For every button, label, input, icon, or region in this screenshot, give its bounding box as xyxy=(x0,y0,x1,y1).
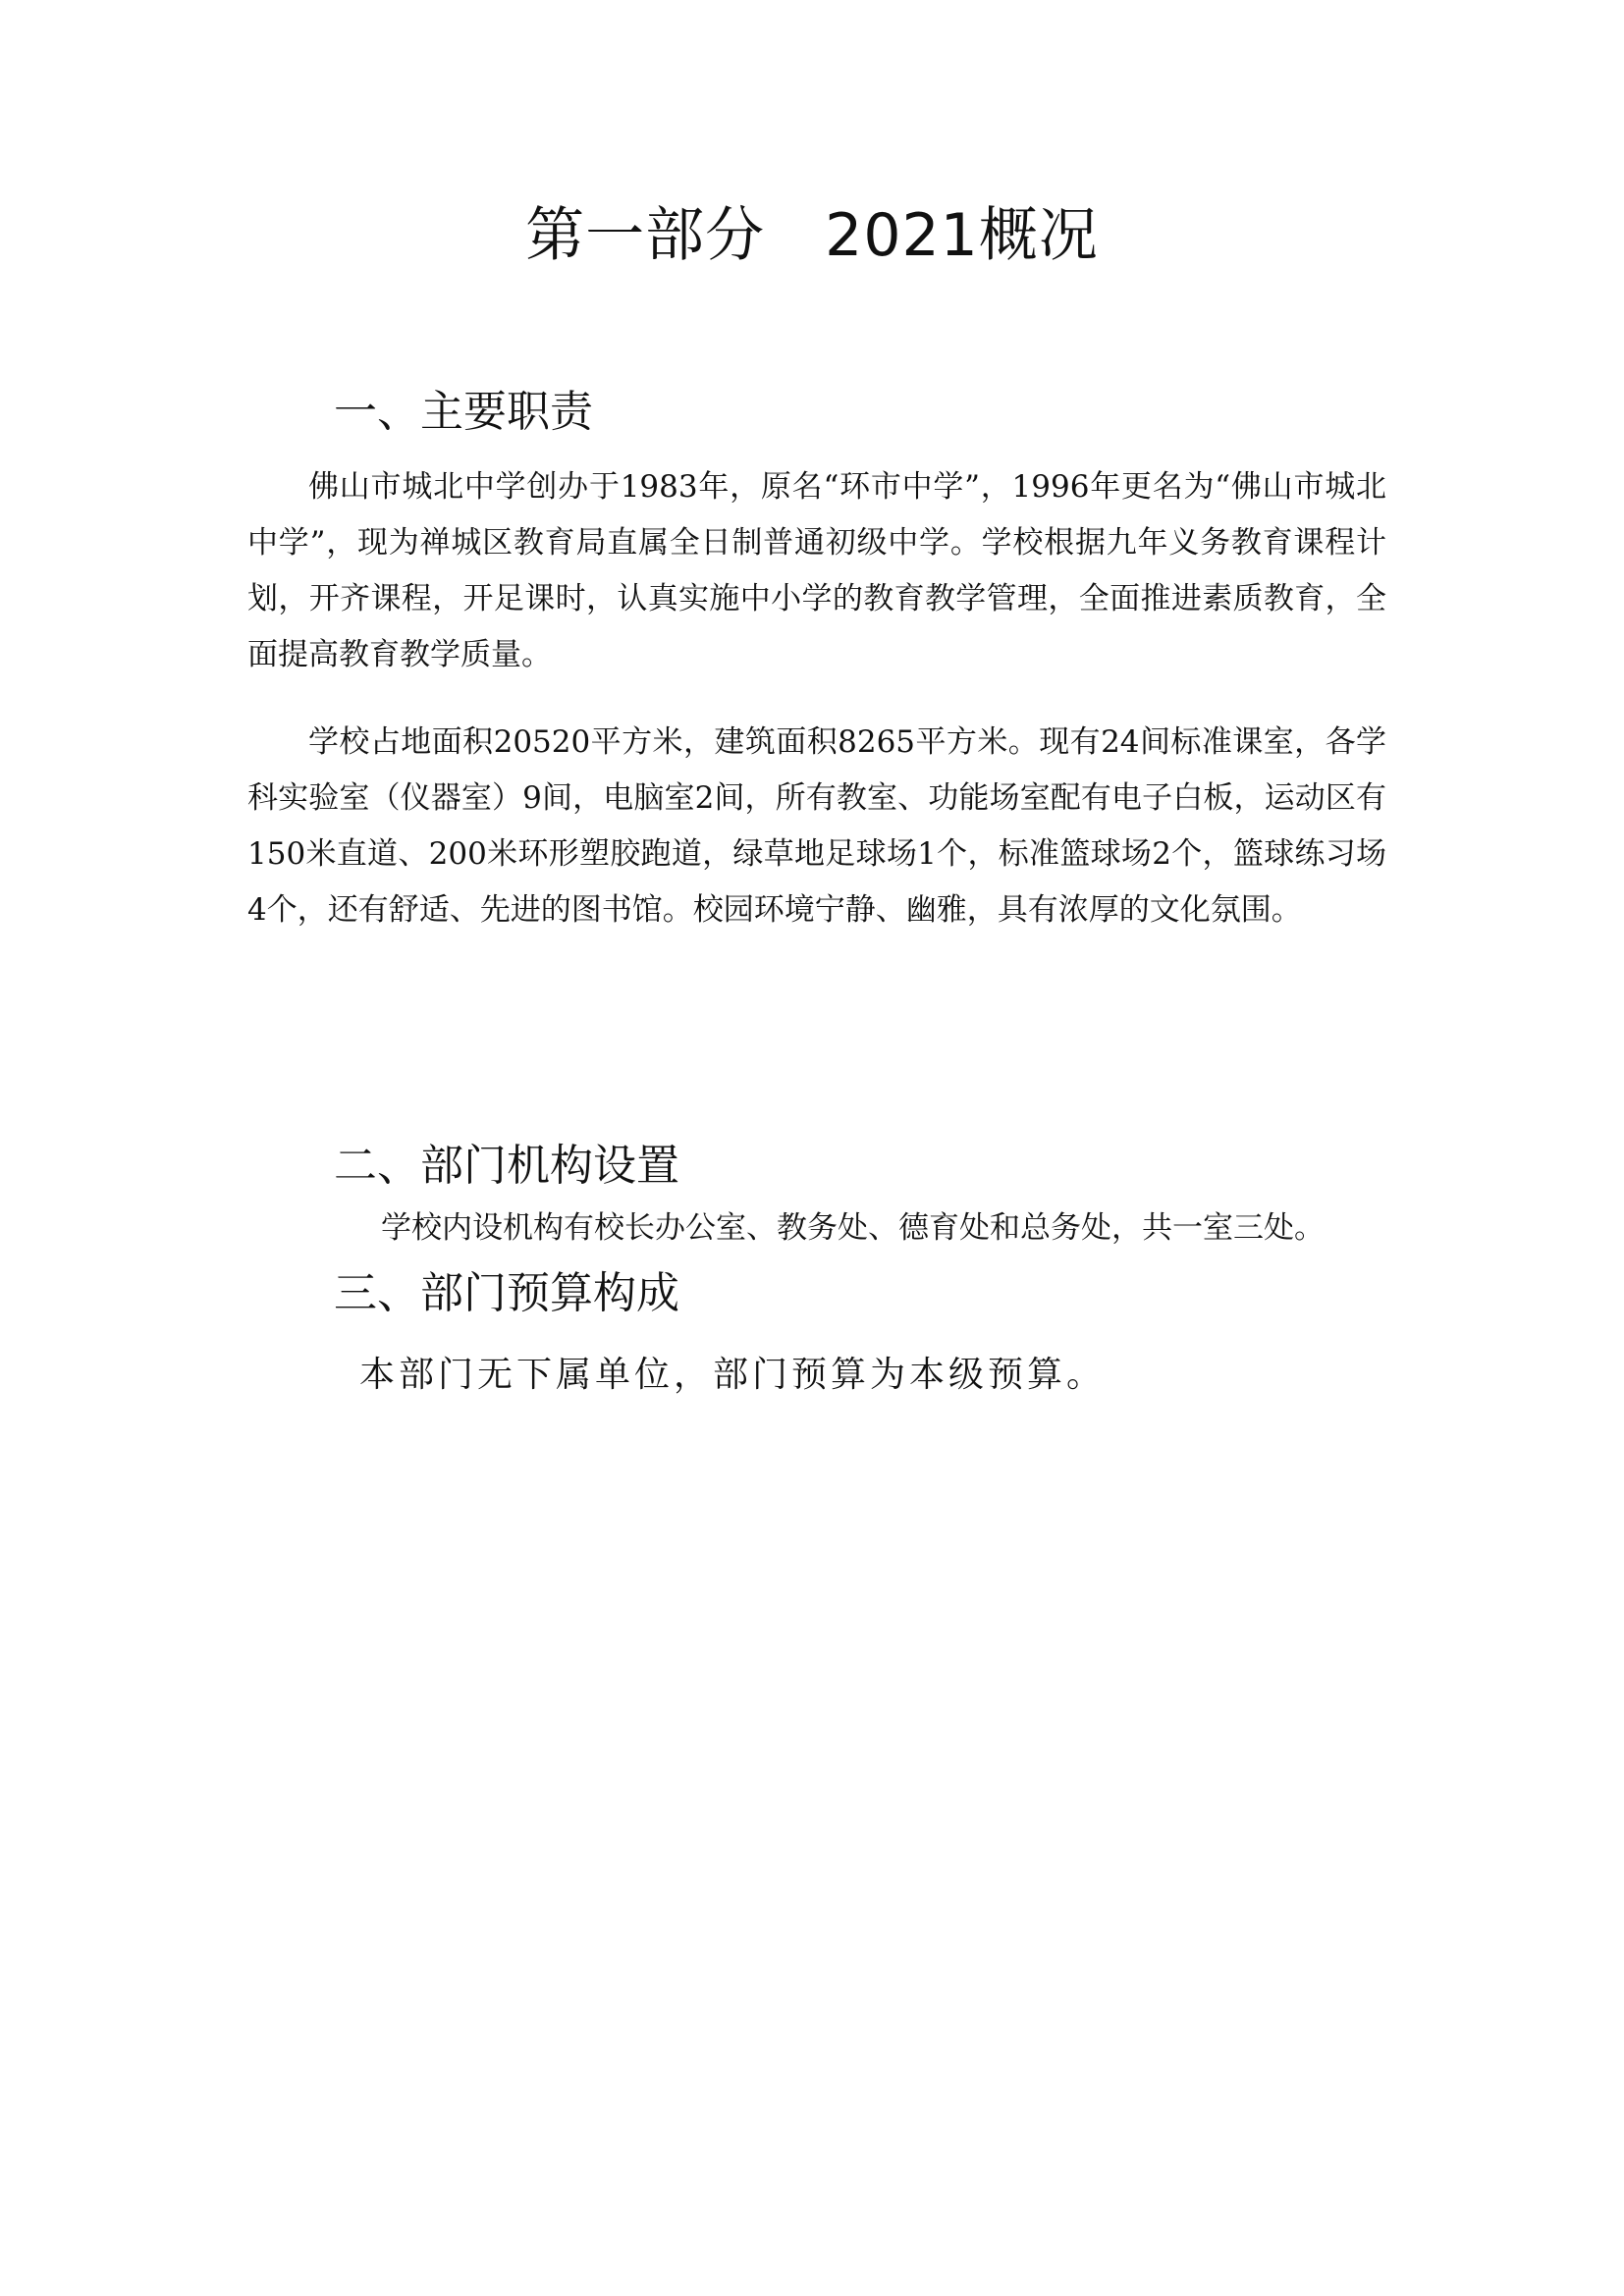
section-heading-department-structure: 二、部门机构设置 xyxy=(334,1141,679,1191)
section-heading-main-duties: 一、主要职责 xyxy=(334,387,593,437)
section-heading-budget-composition: 三、部门预算构成 xyxy=(334,1268,679,1318)
page-title: 第一部分 2021概况 xyxy=(525,201,1099,270)
section-paragraph-school-intro: 佛山市城北中学创办于1983年，原名“环市中学”，1996年更名为“佛山市城北中学”，现为禅城区教育局直属全日制普通初级中学。学校根据九年义务教育课程计划，开齐课程，开足课时，认真实施中小学的教育教学管理，全面推进素质教育，全面提高教育教学质量。 xyxy=(247,469,1386,672)
section-paragraph-department-structure: 学校内设机构有校长办公室、教务处、德育处和总务处，共一室三处。 xyxy=(381,1210,1325,1246)
section-paragraph-budget-composition: 本部门无下属单位，部门预算为本级预算。 xyxy=(359,1355,1107,1395)
section-paragraph-school-facilities: 学校占地面积20520平方米，建筑面积8265平方米。现有24间标准课室，各学科实验室（仪器室）9间，电脑室2间，所有教室、功能场室配有电子白板，运动区有150米直道、200米环形塑胶跑道，绿草地足球场1个，标准篮球场2个，篮球练习场4个，还有舒适、先进的图书馆。校园环境宁静、幽雅，具有浓厚的文化氛围。 xyxy=(247,724,1386,928)
